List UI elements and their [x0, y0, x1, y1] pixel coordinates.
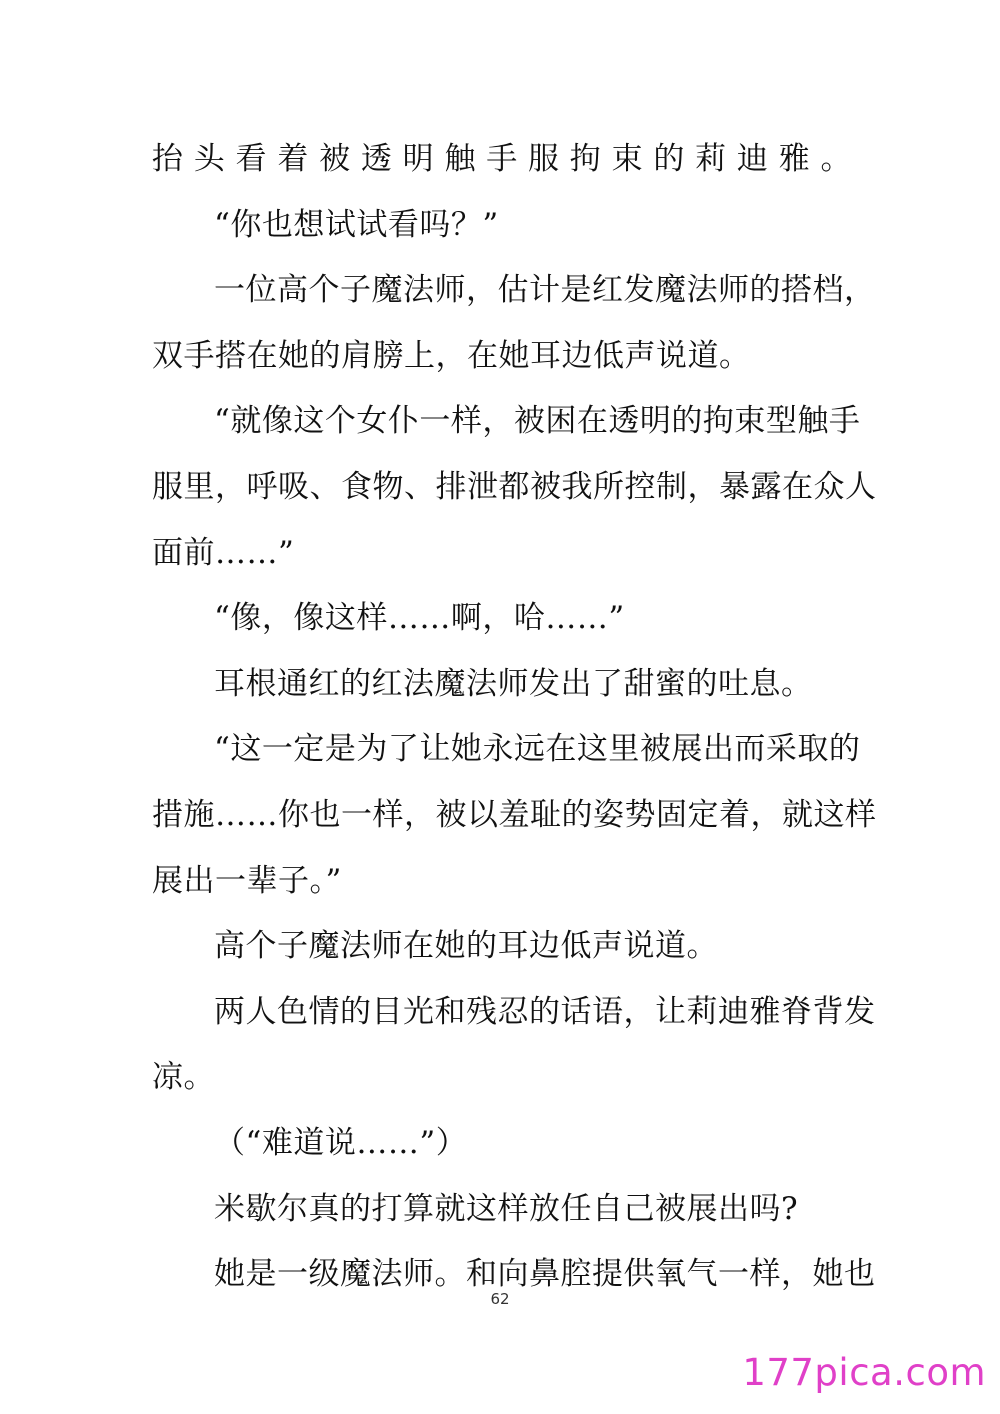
text-line: 凉。	[152, 1059, 215, 1096]
text-line: （“难道说……”）	[214, 1124, 468, 1161]
text-line: “你也想试试看吗？”	[214, 206, 499, 243]
watermark: 177pica.com	[742, 1351, 986, 1394]
text-line: 一位高个子魔法师，估计是红发魔法师的搭档，	[214, 272, 876, 309]
text-line: “就像这个女仆一样，被困在透明的拘束型触手	[214, 403, 861, 440]
text-line: 面前……”	[152, 534, 295, 571]
text-line: “这一定是为了让她永远在这里被展出而采取的	[214, 731, 861, 768]
text-line: 服里，呼吸、食物、排泄都被我所控制，暴露在众人	[152, 468, 877, 505]
text-line: 抬头看着被透明触手服拘束的莉迪雅。	[152, 141, 852, 177]
text-line: 她是一级魔法师。和向鼻腔提供氧气一样，她也	[214, 1256, 876, 1293]
text-line: 双手搭在她的肩膀上，在她耳边低声说道。	[152, 337, 751, 374]
text-line: 展出一辈子。”	[152, 862, 342, 899]
text-line: 两人色情的目光和残忍的话语，让莉迪雅脊背发	[214, 993, 876, 1030]
page-number: 62	[490, 1290, 510, 1308]
text-line: 耳根通红的红法魔法师发出了甜蜜的吐息。	[214, 665, 813, 702]
text-line: 米歇尔真的打算就这样放任自己被展出吗?	[214, 1190, 799, 1227]
text-line: “像，像这样……啊，哈……”	[214, 600, 625, 637]
body-text	[152, 127, 877, 1308]
text-line: 高个子魔法师在她的耳边低声说道。	[214, 928, 718, 965]
text-line: 措施……你也一样，被以羞耻的姿势固定着，就这样	[152, 796, 877, 833]
